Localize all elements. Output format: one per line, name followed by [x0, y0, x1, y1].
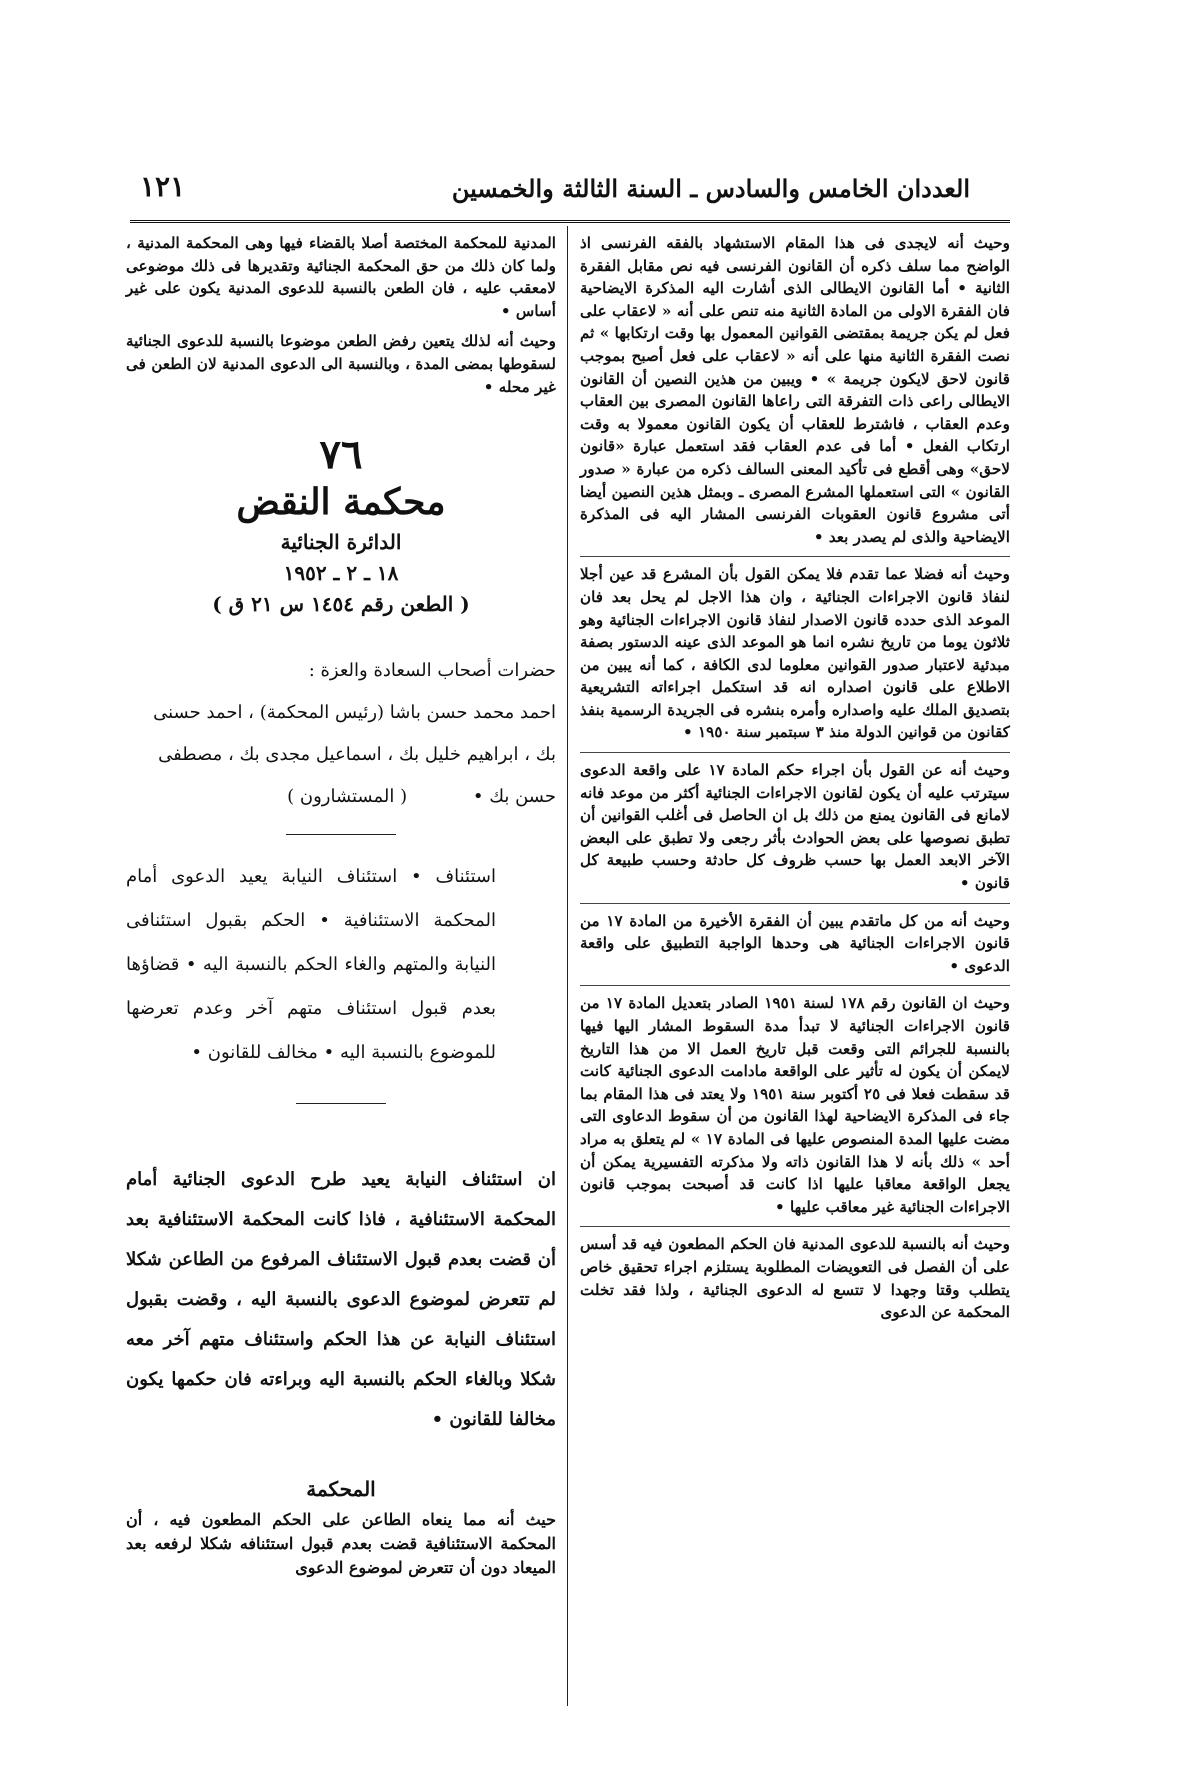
court-section-heading: المحكمة — [306, 1477, 376, 1502]
page-header — [130, 168, 1010, 216]
case-summary: استئناف • استئناف النيابة يعيد الدعوى أمام المحكمة الاستئنافية • الحكم بقبول استئنافى النيابة والمتهم والغاء الحكم بالنسبة اليه • قضاؤها بعدم قبول استئناف متهم آخر وعدم تعرضها للموضوع بالنسبة اليه • مخالف للقانون • — [126, 866, 496, 1064]
paragraph: وحيث أنه عن القول بأن اجراء حكم المادة ١٧ على واقعة الدعوى سيترتب عليه أن يكون لقانون الاجراءات الجنائية أكثر من موعد فانه لامانع فى القانون يمنع من ذلك بل ان الحاصل فى أغلب القوانين أن تطبق نصوصها على بعض الحوادث بأثر رجعى ولا تطبق على البعض الآخر الابعد العمل بها حسب ظروف كل حادثة وحسب طبيعة كل قانون • — [580, 752, 1010, 895]
paragraph: وحيث أنه فضلا عما تقدم فلا يمكن القول بأن المشرع قد عين أجلا لنفاذ قانون الاجراءات الجنائية ، وان هذا الاجل لم يحل بعد فان الموعد الذى حدده قانون الاصدار لنفاذ قانون الاجراءات الجنائية وهو ثلاثون يوما من تاريخ نشره انما هو الموعد الذى عينه الدستور بصفة مبدئية لاعتبار صدور القوانين معلوما لدى الكافة ، كما أنه يبين من الاطلاع على قانون اصداره انه قد استكمل اجراءاته التشريعية بتصديق الملك عليه واصداره وأمره بنشره فى الجريدة الرسمية بنفذ كقانون من قوانين الدولة منذ ٣ سبتمبر سنة ١٩٥٠ • — [580, 556, 1010, 744]
judges-list — [126, 692, 556, 818]
paragraph: وحيث أنه لايجدى فى هذا المقام الاستشهاد بالفقه الفرنسى اذ الواضح مما سلف ذكره أن القانون الفرنسى فيه نص مقابل الفقرة الثانية • أما القانون الايطالى الذى أشارت اليه المذكرة الايضاحية فان الفقرة الاولى من المادة الثانية منه تنص على أنه « لاعقاب على فعل لم يكن جريمة بمقتضى القوانين المعمول بها وقت ارتكابها » ثم نصت الفقرة الثانية منها على أنه « لاعقاب على فعل أصبح بموجب قانون لاحق لايكون جريمة » • ويبين من هذين النصين أن القانون الايطالى راعى ذات التفرقة التى راعاها القانون المصرى بين العقاب وعدم العقاب ، فاشترط للعقاب أن يكون القانون معمولا به وقت ارتكاب الفعل • أما فى عدم العقاب فقد استعمل عبارة «قانون لاحق» وهى أقطع فى تأكيد المعنى السالف ذكره من عبارة « صدور القانون » التى استعملها المشرع المصرى ـ وبمثل هذين النصين أيضا أتى مشروع قانون العقوبات الفرنسى المشار اليه فى المذكرة الايضاحية والذى لم يصدر بعد • — [580, 234, 1010, 546]
presence-label: حضرات أصحاب السعادة والعزة : — [308, 660, 556, 682]
paragraph: وحيث أنه من كل ماتقدم يبين أن الفقرة الأخيرة من المادة ١٧ من قانون الاجراءات الجنائية هى وحدها الواجبة التطبيق على واقعة الدعوى • — [580, 903, 1010, 978]
case-heading — [126, 432, 556, 620]
page-number: ١٢١ — [140, 170, 186, 203]
judges-line: احمد محمد حسن باشا (رئيس المحكمة) ، احمد حسنى — [153, 702, 556, 724]
journal-title: العددان الخامس والسادس ـ السنة الثالثة والخمسين — [451, 174, 970, 203]
legal-principle: ان استئناف النيابة يعيد طرح الدعوى الجنائية أمام المحكمة الاستئنافية ، فاذا كانت المحكمة الاستئنافية بعد أن قضت بعدم قبول الاستئناف المرفوع من الطاعن شكلا لم تتعرض لموضوع الدعوى بالنسبة اليه ، وقضت بقبول استئناف النيابة عن هذا الحكم واستئناف متهم آخر معه شكلا وبالغاء الحكم بالنسبة اليه وبراءته فان حكمها يكون مخالفا للقانون • — [126, 1169, 556, 1431]
paragraph: وحيث ان القانون رقم ١٧٨ لسنة ١٩٥١ الصادر بتعديل المادة ١٧ من قانون الاجراءات الجنائية لا تبدأ مدة السقوط المشار اليها فيها بالنسبة للجرائم التى وقعت قبل تاريخ العمل الا من هذا التاريخ لايمكن أن يكون له تأثير على الواقعة مادامت الدعوى الجنائية كانت قد سقطت فعلا فى ٢٥ أكتوبر سنة ١٩٥١ ولا يعتد فى هذا المقام بما جاء فى المذكرة الايضاحية لهذا القانون من أن سقوط الدعاوى التى مضت عليها المدة المنصوص عليها فى المادة ١٧ » لم يتعلق به مراد أحد » ذلك بأنه لا هذا القانون ذاته ولا مذكرته التفسيرية يمكن أن يجعل الواقعة معاقبا عليها اذا كانت قد أصبحت بموجب قانون الاجراءات الجنائية غير معاقب عليها • — [580, 985, 1010, 1218]
judges-line: بك ، ابراهيم خليل بك ، اسماعيل مجدى بك ، مصطفى — [158, 744, 556, 766]
judges-line: حسن بك • — [472, 786, 556, 808]
decision-date: ١٨ ـ ٢ ـ ١٩٥٢ — [283, 561, 399, 586]
paragraph: وحيث أنه لذلك يتعين رفض الطعن موضوعا بالنسبة للدعوى الجنائية لسقوطها بمضى المدة ، وبالنسبة الى الدعوى المدنية لان الطعن فى غير محله • — [126, 332, 556, 396]
right-column — [580, 232, 1010, 1332]
court-name: محكمة النقض — [236, 481, 446, 524]
chamber: الدائرة الجنائية — [280, 530, 402, 555]
case-number: ٧٦ — [319, 431, 363, 479]
header-rule — [130, 220, 1010, 223]
left-column — [126, 232, 556, 1580]
advisors-label: ( المستشارون ) — [287, 786, 408, 808]
paragraph: المدنية للمحكمة المختصة أصلا بالقضاء فيها وهى المحكمة المدنية ، ولما كان ذلك من حق المحكمة الجنائية وتقديرها فى ذلك موضوعى لامعقب عليه ، فان الطعن بالنسبة للدعوى المدنية يكون على غير أساس • — [126, 234, 556, 320]
judges-line-last — [126, 776, 556, 818]
section-rule — [296, 1103, 386, 1104]
court-reasoning: حيث أنه مما ينعاه الطاعن على الحكم المطعون فيه ، أن المحكمة الاستئنافية قضت بعدم قبول استئنافه شكلا لرفعه بعد الميعاد دون أن تتعرض لموضوع الدعوى — [126, 1510, 556, 1578]
paragraph: وحيث أنه بالنسبة للدعوى المدنية فان الحكم المطعون فيه قد أسس على أن الفصل فى التعويضات المطلوبة يستلزم اجراء تحقيق خاص يتطلب وقتا وجهدا لا تتسع له الدعوى الجنائية ، ولذا فقد تخلت المحكمة عن الدعوى — [580, 1226, 1010, 1323]
column-divider — [567, 226, 568, 1706]
section-rule — [286, 834, 396, 835]
appeal-reference: ( الطعن رقم ١٤٥٤ س ٢١ ق ) — [212, 592, 470, 617]
